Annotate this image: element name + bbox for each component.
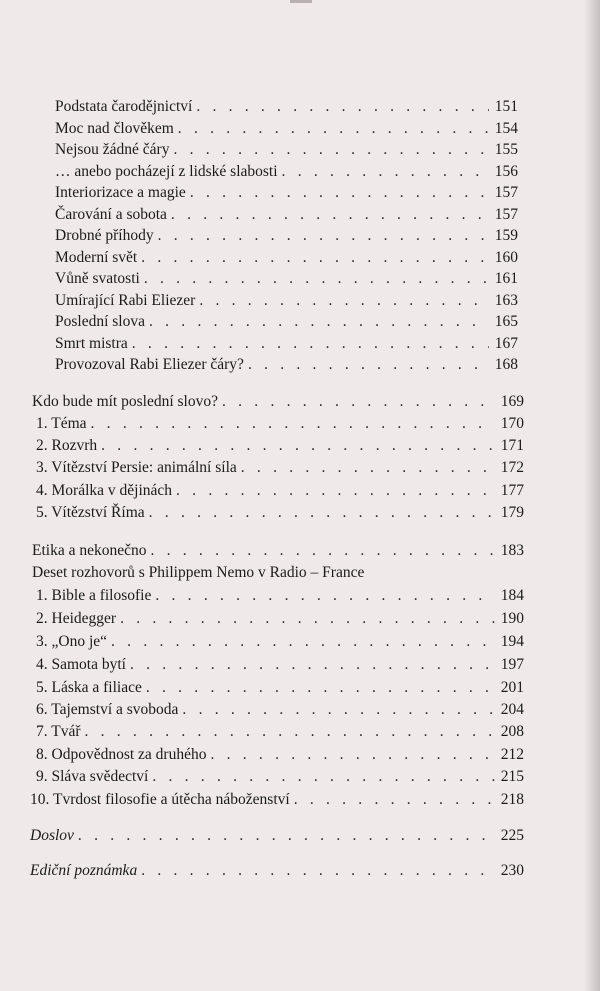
- dot-leader: [111, 632, 495, 652]
- toc-section[interactable]: [32, 541, 524, 561]
- dot-leader: [150, 541, 495, 561]
- editorial-note-title: Ediční poznámka: [30, 862, 138, 879]
- toc-entry[interactable]: [36, 700, 524, 720]
- toc-entry-title: Provozoval Rabi Eliezer čáry?: [55, 356, 244, 373]
- toc-entry-title: 4. Morálka v dějinách: [36, 482, 173, 499]
- toc-entry-page: 161: [494, 270, 518, 287]
- toc-entry-page: 179: [500, 504, 524, 521]
- dot-leader: [141, 248, 489, 268]
- toc-entry-page: 208: [500, 723, 524, 740]
- toc-entry-page: 163: [494, 292, 518, 309]
- toc-entry-page: 171: [500, 437, 524, 454]
- toc-entry-page: 172: [500, 459, 524, 476]
- toc-entry[interactable]: [36, 632, 524, 652]
- toc-entry-page: 154: [494, 120, 518, 137]
- toc-entry[interactable]: [55, 205, 518, 225]
- dot-leader: [91, 414, 495, 434]
- toc-editorial-note[interactable]: [30, 861, 524, 881]
- toc-entry[interactable]: [55, 334, 518, 354]
- dot-leader: [120, 609, 495, 629]
- toc-entry-page: 165: [494, 313, 518, 330]
- toc-entry[interactable]: [36, 767, 524, 787]
- toc-entry-title: Moc nad člověkem: [55, 120, 174, 137]
- toc-entry-title: 2. Heidegger: [36, 610, 117, 627]
- toc-entry[interactable]: [55, 248, 518, 268]
- dot-leader: [149, 312, 489, 332]
- toc-entry-page: 204: [500, 701, 524, 718]
- toc-entry-title: 2. Rozvrh: [36, 437, 98, 454]
- toc-entry-title: Poslední slova: [55, 313, 145, 330]
- toc-entry-page: 194: [500, 633, 524, 650]
- toc-entry-title: 3. Vítězství Persie: animální síla: [36, 459, 237, 476]
- toc-entry-page: 215: [500, 768, 524, 785]
- dot-leader: [190, 183, 489, 203]
- toc-entry-page: 151: [494, 98, 518, 115]
- dot-leader: [149, 503, 495, 523]
- dot-leader: [182, 700, 495, 720]
- toc-afterword[interactable]: [30, 826, 524, 846]
- dot-leader: [248, 355, 489, 375]
- dot-leader: [101, 436, 495, 456]
- toc-section-title: Etika a nekonečno: [32, 542, 147, 559]
- toc-entry[interactable]: [30, 790, 524, 810]
- toc-entry-page: 184: [500, 587, 524, 604]
- dot-leader: [294, 790, 495, 810]
- dot-leader: [210, 745, 495, 765]
- toc-entry-page: 157: [494, 184, 518, 201]
- toc-entry-page: 218: [500, 791, 524, 808]
- toc-entry[interactable]: [36, 655, 524, 675]
- section-subtitle-text: Deset rozhovorů s Philippem Nemo v Radio – France: [32, 564, 365, 581]
- toc-entry-title: 4. Samota bytí: [36, 656, 126, 673]
- toc-entry-title: Podstata čarodějnictví: [55, 98, 193, 115]
- dot-leader: [152, 767, 495, 787]
- toc-entry-title: Drobné příhody: [55, 227, 154, 244]
- page-edge-shadow: [584, 0, 600, 991]
- toc-entry-title: 1. Téma: [36, 415, 87, 432]
- toc-entry-page: 190: [500, 610, 524, 627]
- toc-entry[interactable]: [36, 414, 524, 434]
- toc-entry[interactable]: [55, 162, 518, 182]
- dot-leader: [78, 826, 495, 846]
- dot-leader: [171, 205, 489, 225]
- toc-entry[interactable]: [55, 226, 518, 246]
- dot-leader: [282, 162, 489, 182]
- dot-leader: [222, 392, 495, 412]
- afterword-title: Doslov: [30, 827, 74, 844]
- toc-entry-title: Interiorizace a magie: [55, 184, 186, 201]
- toc-entry-title: 5. Láska a filiace: [36, 679, 142, 696]
- toc-entry-title: Moderní svět: [55, 249, 138, 266]
- top-mark: [290, 0, 312, 3]
- toc-entry[interactable]: [36, 481, 524, 501]
- toc-entry-title: Smrt mistra: [55, 335, 128, 352]
- toc-entry-page: 160: [494, 249, 518, 266]
- toc-entry-title: Čarování a sobota: [55, 206, 167, 223]
- dot-leader: [84, 722, 495, 742]
- dot-leader: [155, 586, 495, 606]
- toc-entry-title: 3. „Ono je“: [36, 633, 108, 650]
- toc-entry[interactable]: [55, 269, 518, 289]
- toc-section-page: 183: [500, 542, 524, 559]
- toc-entry-page: 177: [500, 482, 524, 499]
- toc-section-page: 169: [500, 393, 524, 410]
- editorial-note-page: 230: [500, 862, 524, 879]
- toc-entry-page: 168: [494, 356, 518, 373]
- toc-entry-page: 159: [494, 227, 518, 244]
- toc-entry-title: 5. Vítězství Říma: [36, 504, 145, 521]
- toc-entry[interactable]: [36, 722, 524, 742]
- toc-entry[interactable]: [36, 436, 524, 456]
- dot-leader: [176, 481, 495, 501]
- toc-entry-page: 157: [494, 206, 518, 223]
- dot-leader: [173, 140, 489, 160]
- toc-entry-title: 10. Tvrdost filosofie a útěcha náboženství: [30, 791, 290, 808]
- toc-entry-title: Nejsou žádné čáry: [55, 141, 170, 158]
- toc-entry-title: Vůně svatosti: [55, 270, 140, 287]
- toc-entry-page: 197: [500, 656, 524, 673]
- toc-entry[interactable]: [36, 458, 524, 478]
- dot-leader: [196, 97, 489, 117]
- toc-entry[interactable]: [36, 745, 524, 765]
- toc-entry[interactable]: [36, 586, 524, 606]
- toc-entry-title: 6. Tajemství a svoboda: [36, 701, 179, 718]
- dot-leader: [132, 334, 489, 354]
- toc-entry[interactable]: [55, 312, 518, 332]
- toc-entry-title: Umírající Rabi Eliezer: [55, 292, 196, 309]
- toc-entry-page: 201: [500, 679, 524, 696]
- dot-leader: [146, 678, 495, 698]
- toc-entry[interactable]: [36, 678, 524, 698]
- dot-leader: [199, 291, 489, 311]
- toc-entry-title: 8. Odpovědnost za druhého: [36, 746, 207, 763]
- dot-leader: [178, 119, 489, 139]
- toc-entry[interactable]: [55, 140, 518, 160]
- dot-leader: [144, 269, 489, 289]
- toc-entry-title: 7. Tvář: [36, 723, 81, 740]
- toc-section-subtitle: [32, 563, 524, 583]
- toc-entry-page: 212: [500, 746, 524, 763]
- dot-leader: [241, 458, 495, 478]
- toc-entry[interactable]: [55, 291, 518, 311]
- dot-leader: [130, 655, 495, 675]
- toc-entry-title: 1. Bible a filosofie: [36, 587, 152, 604]
- toc-entry[interactable]: [55, 183, 518, 203]
- dot-leader: [141, 861, 495, 881]
- toc-entry[interactable]: [55, 97, 518, 117]
- toc-entry[interactable]: [55, 119, 518, 139]
- afterword-page: 225: [500, 827, 524, 844]
- toc-entry-title: … anebo pocházejí z lidské slabosti: [55, 163, 278, 180]
- toc-entry[interactable]: [55, 355, 518, 375]
- toc-entry-page: 155: [494, 141, 518, 158]
- toc-entry-page: 167: [494, 335, 518, 352]
- toc-entry-title: 9. Sláva svědectví: [36, 768, 149, 785]
- toc-entry[interactable]: [36, 503, 524, 523]
- toc-section[interactable]: [32, 392, 524, 412]
- toc-section-title: Kdo bude mít poslední slovo?: [32, 393, 218, 410]
- toc-entry[interactable]: [36, 609, 524, 629]
- toc-entry-page: 170: [500, 415, 524, 432]
- dot-leader: [158, 226, 489, 246]
- toc-entry-page: 156: [494, 163, 518, 180]
